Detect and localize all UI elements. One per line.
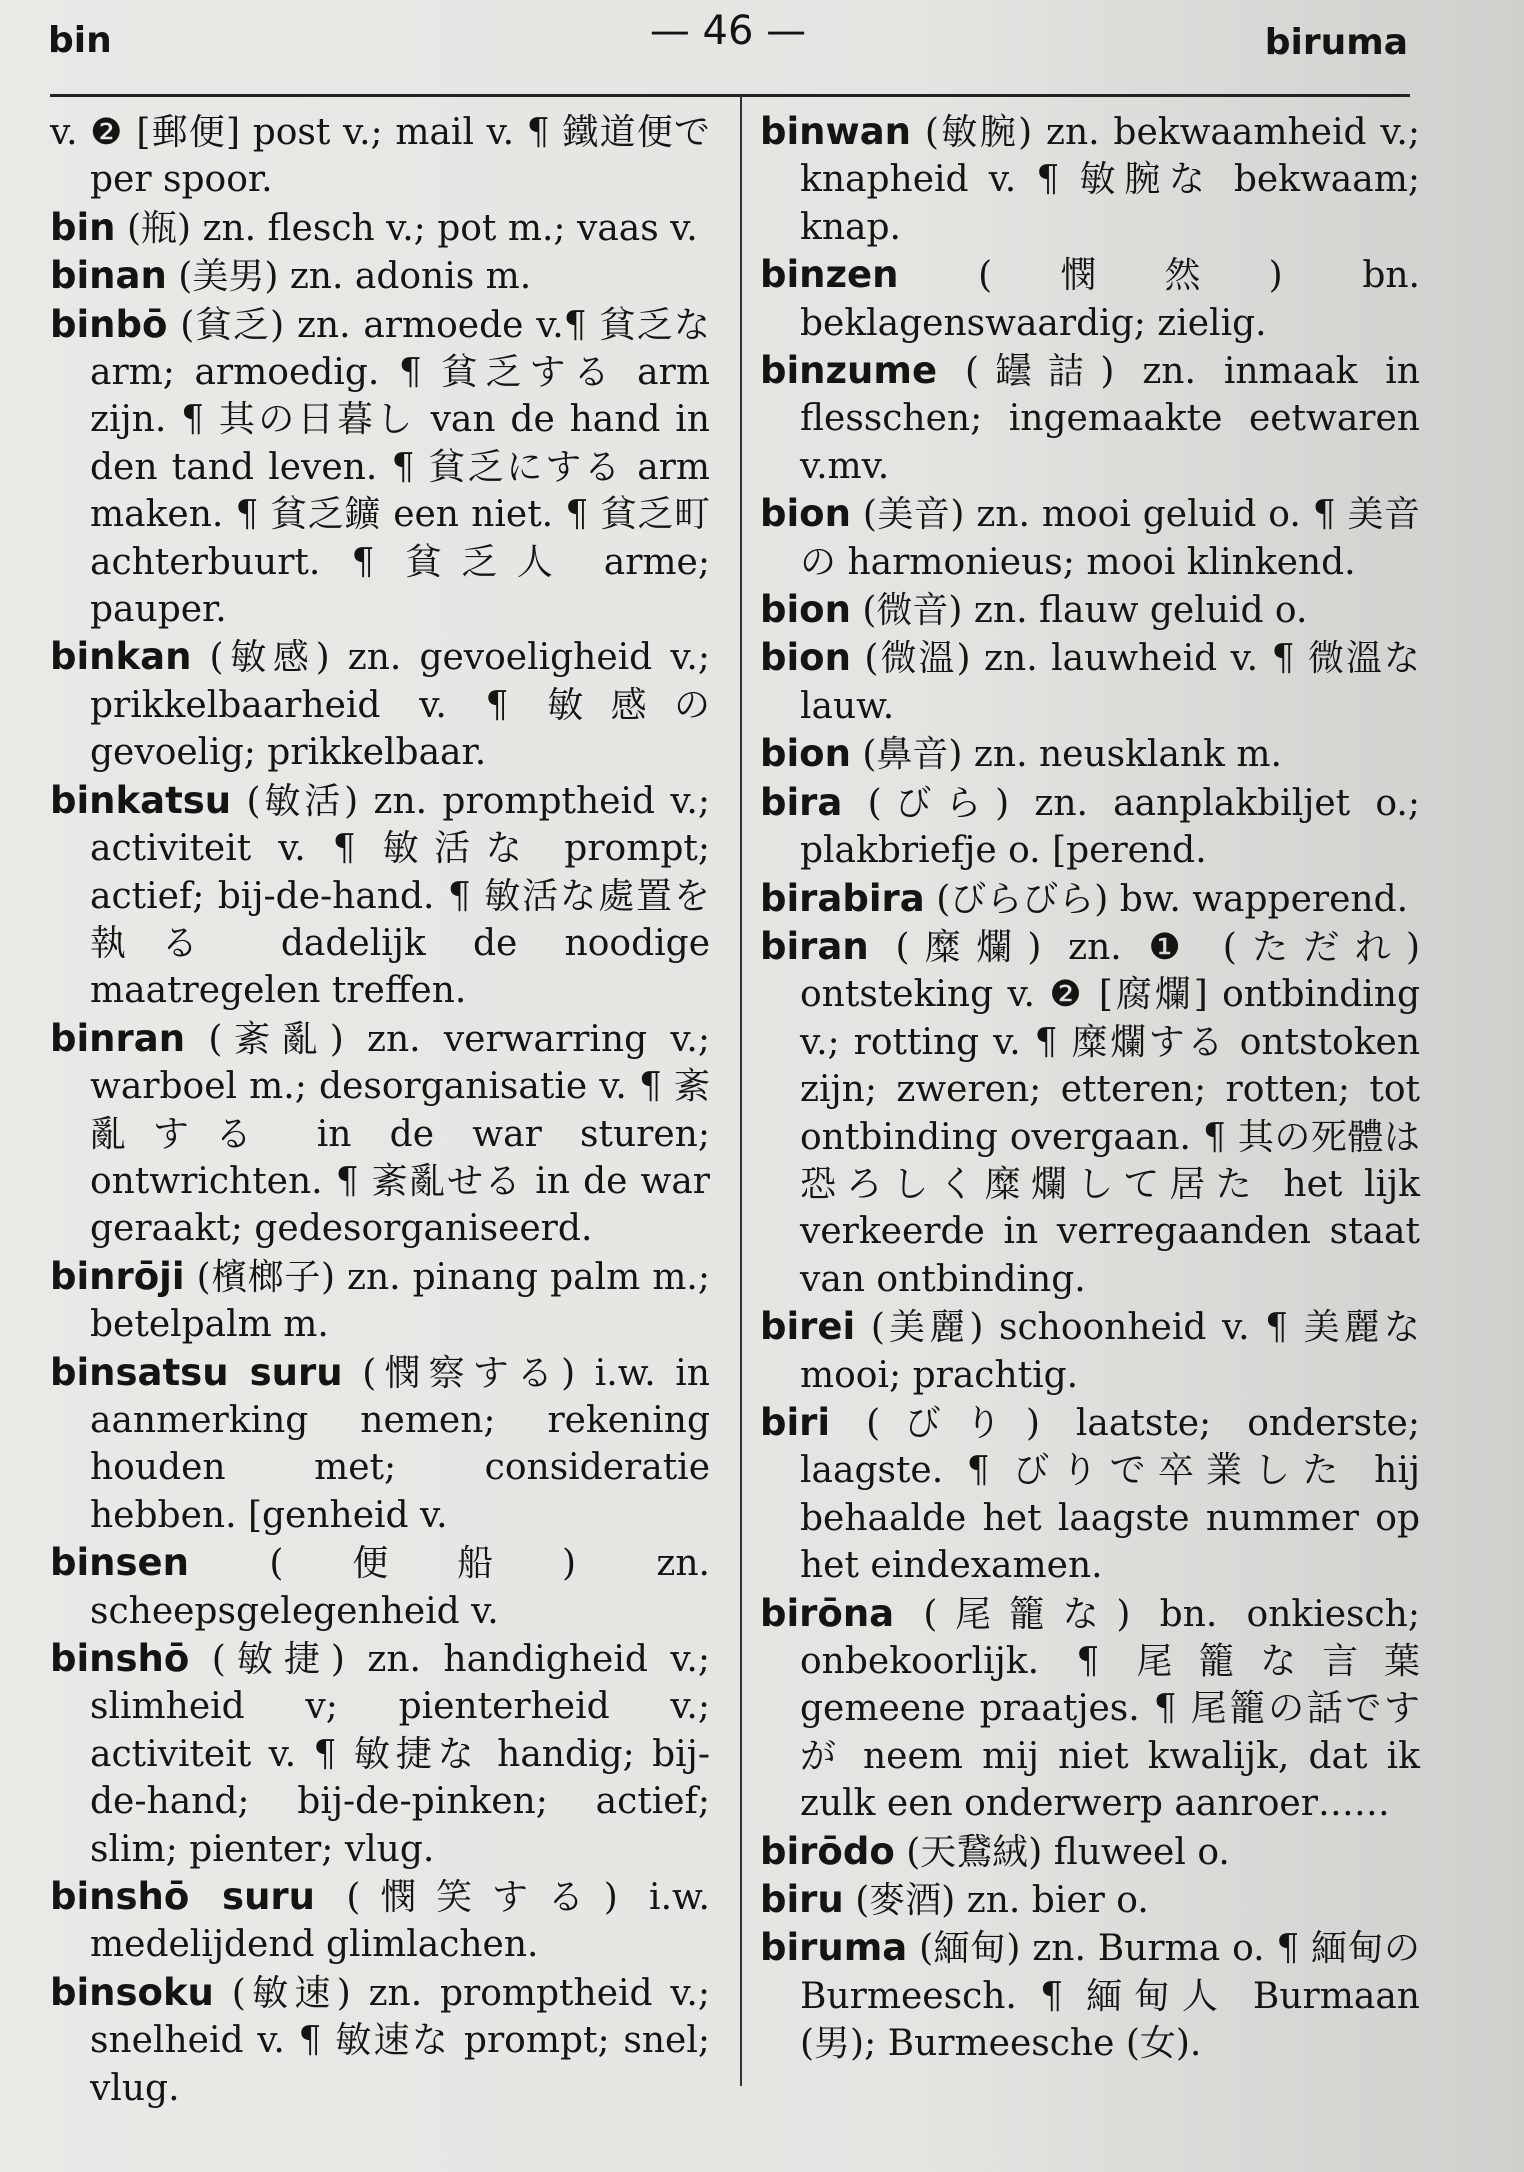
entry-definition: (檳榔子) zn. pinang palm m.; betelpalm m.: [90, 1256, 722, 1346]
entry-headword: binwan: [760, 110, 911, 153]
dictionary-entry: [50, 1015, 722, 1253]
dictionary-entry: [760, 1590, 1432, 1828]
entry-definition: (びり) laatste; onderste; laagste. ¶ びりで卒業した hij behaalde het laagste nummer op het eindexamen.: [800, 1402, 1432, 1587]
right-column: [760, 108, 1432, 2068]
entry-headword: birabira: [760, 876, 925, 920]
entry-headword: binsen: [50, 1541, 189, 1585]
entry-definition: (微音) zn. flauw geluid o.: [862, 590, 1308, 632]
entry-headword: binkatsu: [50, 778, 232, 822]
entry-headword: binzume: [760, 349, 938, 393]
dictionary-entry: [760, 1924, 1432, 2067]
dictionary-entry: [50, 108, 722, 204]
entry-definition: (尾籠な) bn. onkiesch; onbekoorlijk. ¶ 尾籠な言葉 gemeene praatjes. ¶ 尾籠の話ですが neem mij niet kwalijk, dat ik zulk een onderwerp aanroer……: [800, 1593, 1432, 1825]
entry-headword: binkan: [50, 635, 192, 679]
dictionary-entry: [760, 1399, 1432, 1590]
dictionary-entry: [760, 779, 1432, 875]
entry-definition: (紊亂) zn. verwarring v.; warboel m.; desorganisatie v. ¶ 紊亂する in de war sturen; ontwrichten. ¶ 紊亂せる in de war geraakt; gedesorganiseerd.: [90, 1018, 722, 1250]
entry-definition: (鼻音) zn. neusklank m.: [862, 734, 1282, 776]
column-divider: [740, 96, 742, 2086]
entry-headword: bion: [760, 588, 851, 632]
entry-definition: (憫然) bn. beklagenswaardig; zielig.: [800, 255, 1432, 344]
dictionary-entry: [50, 1635, 722, 1873]
entry-definition: v. ❷ [郵便] post v.; mail v. ¶ 鐵道便で per spoor.: [50, 112, 722, 201]
entry-definition: (糜爛) zn. ❶ (ただれ) ontsteking v. ❷ [腐爛] ontbinding v.; rotting v. ¶ 糜爛する ontstoken zijn; zweren; etteren; rotten; tot ontbinding overgaan. ¶ 其の死體は恐ろしく糜爛して居た het lijk verkeerde in verregaanden staat van ontbinding.: [800, 926, 1432, 1300]
entry-definition: (憫察する) i.w. in aanmerking nemen; rekening houden met; consideratie hebben. [genheid v.: [90, 1352, 722, 1536]
dictionary-entry: [50, 252, 710, 300]
entry-definition: (瓶) zn. flesch v.; pot m.; vaas v.: [126, 207, 698, 249]
dictionary-entry: [50, 1253, 722, 1349]
last-guide-word: biruma: [1264, 22, 1408, 63]
entry-definition: (麥酒) zn. bier o.: [855, 1880, 1149, 1922]
dictionary-entry: [760, 108, 1432, 251]
entry-definition: (びら) zn. aanplakbiljet o.; plakbriefje o. [perend.: [800, 782, 1432, 872]
entry-headword: binran: [50, 1016, 186, 1060]
entry-definition: (便船) zn. scheepsgelegenheid v.: [90, 1543, 722, 1632]
entry-headword: bira: [760, 780, 843, 824]
entry-definition: (美音) zn. mooi geluid o. ¶ 美音の harmonieus; mooi klinkend.: [800, 494, 1421, 583]
dictionary-entry: [760, 347, 1432, 490]
dictionary-entry: [760, 730, 1420, 778]
entry-headword: biru: [760, 1878, 844, 1922]
entry-definition: (緬甸) zn. Burma o. ¶ 緬甸の Burmeesch. ¶ 緬甸人 Burmaan (男); Burmeesche (女).: [800, 1928, 1432, 2065]
dictionary-entry: [760, 1828, 1420, 1876]
first-guide-word: bin: [48, 20, 112, 61]
entry-headword: biran: [760, 924, 869, 968]
entry-definition: (敏速) zn. promptheid v.; snelheid v. ¶ 敏速な prompt; snel; vlug.: [90, 1972, 722, 2109]
dictionary-entry: [760, 875, 1420, 923]
entry-headword: birōna: [760, 1591, 895, 1635]
dictionary-entry: [50, 633, 722, 776]
entry-headword: binzen: [760, 253, 899, 297]
dictionary-entry: [760, 634, 1432, 730]
dictionary-entry: [760, 586, 1420, 634]
entry-definition: (敏腕) zn. bekwaamheid v.; knapheid v. ¶ 敏腕な bekwaam; knap.: [800, 112, 1432, 248]
entry-headword: bion: [760, 492, 851, 536]
entry-headword: binshō: [50, 1637, 190, 1680]
entry-headword: bion: [760, 636, 851, 680]
entry-definition: (微溫) zn. lauwheid v. ¶ 微溫な lauw.: [800, 638, 1432, 727]
entry-definition: (天鵞絨) fluweel o.: [906, 1831, 1230, 1873]
entry-definition: (美麗) schoonheid v. ¶ 美麗な mooi; prachtig.: [800, 1307, 1432, 1396]
entry-headword: binan: [50, 254, 167, 298]
entry-headword: bin: [50, 205, 116, 249]
dictionary-entry: [50, 1873, 722, 1969]
running-head: [48, 8, 1408, 78]
dictionary-entry: [760, 1876, 1420, 1924]
entry-definition: (びらびら) bw. wapperend.: [936, 878, 1409, 920]
page-number: — 46 —: [649, 8, 807, 54]
dictionary-entry: [760, 1303, 1432, 1399]
entry-definition: (憫笑する) i.w. medelijdend glimlachen.: [90, 1877, 722, 1966]
entry-headword: biri: [760, 1400, 831, 1444]
left-column: [50, 108, 722, 2112]
dictionary-entry: [50, 204, 710, 252]
entry-definition: (罎詰) zn. inmaak in flesschen; ingemaakte eetwaren v.mv.: [800, 351, 1432, 487]
dictionary-entry: [50, 1969, 722, 2112]
dictionary-entry: [50, 1349, 722, 1540]
entry-headword: binshō suru: [50, 1875, 315, 1919]
entry-headword: bion: [760, 732, 851, 776]
dictionary-entry: [760, 251, 1432, 347]
entry-headword: binbō: [50, 302, 168, 346]
dictionary-entry: [50, 1539, 722, 1635]
header-rule: [50, 94, 1410, 97]
entry-definition: (敏捷) zn. handigheid v.; slimheid v; pienterheid v.; activiteit v. ¶ 敏捷な handig; bij-de-hand; bij-de-pinken; actief; slim; pienter; vlug.: [90, 1639, 722, 1870]
dictionary-entry: [50, 777, 722, 1015]
entry-headword: biruma: [760, 1926, 908, 1970]
dictionary-entry: [760, 923, 1432, 1303]
dictionary-entry: [50, 301, 722, 634]
dictionary-entry: [760, 490, 1420, 586]
entry-definition: (敏感) zn. gevoeligheid v.; prikkelbaarheid v. ¶ 敏感の gevoelig; prikkelbaar.: [90, 637, 722, 774]
entry-headword: binsatsu suru: [50, 1350, 343, 1394]
entry-headword: binsoku: [50, 1970, 214, 2014]
entry-definition: (敏活) zn. promptheid v.; activiteit v. ¶ 敏活な prompt; actief; bij-de-hand. ¶ 敏活な處置を執る dadelijk de noodige maatregelen treffen.: [90, 780, 722, 1012]
entry-headword: binrōji: [50, 1254, 185, 1298]
entry-definition: (美男) zn. adonis m.: [178, 256, 532, 298]
entry-definition: (貧乏) zn. armoede v.¶ 貧乏な arm; armoedig. ¶ 貧乏する arm zijn. ¶ 其の日暮し van de hand in den tand leven. ¶ 貧乏にする arm maken. ¶ 貧乏鑛 een niet. ¶ 貧乏町 achterbuurt. ¶ 貧乏人 arme; pauper.: [90, 304, 722, 631]
entry-headword: birei: [760, 1305, 856, 1349]
entry-headword: birōdo: [760, 1829, 895, 1873]
